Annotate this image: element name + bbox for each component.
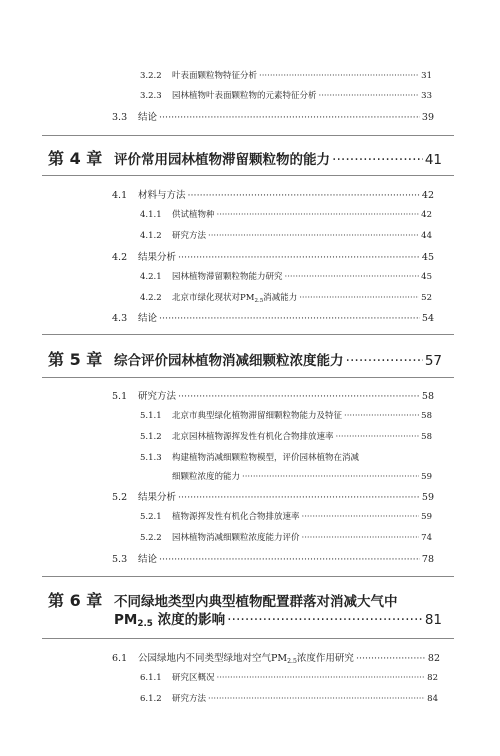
- entry-title: 结果分析: [138, 492, 177, 503]
- dot-leader: [299, 293, 419, 303]
- entry-page: 58: [421, 411, 432, 421]
- entry-number: 4.1.1: [140, 210, 162, 220]
- chapter-page: 41: [424, 152, 442, 168]
- entry-title: 研究方法: [138, 391, 177, 402]
- entry-page: 44: [421, 231, 432, 241]
- entry-page: 59: [421, 512, 432, 522]
- entry-page: 82: [427, 673, 438, 683]
- entry-page: 52: [421, 293, 432, 303]
- toc-chapter-5[interactable]: [48, 347, 442, 370]
- dot-leader: [208, 231, 419, 241]
- entry-title: 园林植物滞留颗粒物能力研究: [172, 272, 283, 282]
- chapter-title: 评价常用园林植物滞留颗粒物的能力: [114, 152, 330, 168]
- entry-number: 4.2: [112, 252, 128, 263]
- toc-entry-5-2-2[interactable]: [140, 531, 432, 543]
- toc-entry-5-1-1[interactable]: [140, 409, 432, 421]
- toc-entry-6-1[interactable]: [112, 650, 440, 665]
- entry-title: 北京市典型绿化植物滞留细颗粒物能力及特征: [172, 411, 343, 421]
- entry-number: 4.2.1: [140, 272, 162, 282]
- dot-leader: [285, 272, 420, 282]
- entry-number: 4.1: [112, 190, 128, 201]
- toc-entry-5-1-3-line1[interactable]: [140, 451, 359, 463]
- chapter-divider: [42, 135, 454, 136]
- entry-page: 45: [421, 272, 432, 282]
- entry-title: 材料与方法: [138, 190, 186, 201]
- entry-page: 58: [421, 432, 432, 442]
- entry-page: 84: [427, 694, 438, 704]
- entry-title: 北京园林植物源挥发性有机化合物排放速率: [172, 432, 334, 442]
- chapter-divider: [42, 334, 454, 335]
- entry-title-line2: 细颗粒浓度的能力: [172, 472, 241, 482]
- title-text: 公园绿地内不同类型绿地对空气PM: [138, 653, 288, 664]
- entry-title-line1: 构建植物消减细颗粒物模型，评价园林植物在消减: [172, 453, 360, 463]
- entry-number: 5.3: [112, 554, 128, 565]
- entry-title: 结论: [138, 112, 158, 123]
- chapter-title-line1: 不同绿地类型内典型植物配置群落对消减大气中: [114, 594, 398, 610]
- dot-leader: [344, 411, 419, 421]
- dot-leader: [178, 391, 420, 402]
- toc-entry-5-1-3-line2[interactable]: [172, 470, 432, 482]
- subscript: 2.5: [254, 298, 264, 304]
- entry-page: 54: [421, 313, 434, 324]
- entry-number: 5.1.1: [140, 411, 162, 421]
- entry-page: 33: [421, 91, 432, 101]
- toc-entry-5-1-2[interactable]: [140, 430, 432, 442]
- entry-title: 研究区概况: [172, 673, 215, 683]
- entry-number: 3.2.3: [140, 91, 162, 101]
- toc-entry-3-2-3[interactable]: [140, 89, 432, 101]
- toc-entry-5-2[interactable]: [112, 489, 434, 503]
- toc-entry-4-1[interactable]: [112, 187, 434, 201]
- chapter-divider: [42, 175, 454, 176]
- dot-leader: [332, 152, 423, 168]
- title-text: 浓度作用研究: [296, 653, 354, 664]
- toc-entry-6-1-1[interactable]: [140, 671, 438, 683]
- toc-entry-5-3[interactable]: [112, 551, 434, 565]
- toc-entry-5-1[interactable]: [112, 388, 434, 402]
- toc-entry-4-1-1[interactable]: [140, 208, 432, 220]
- entry-number: 4.2.2: [140, 293, 162, 303]
- entry-page: 31: [421, 71, 432, 81]
- entry-title: [138, 650, 354, 665]
- dot-leader: [159, 554, 420, 565]
- toc-entry-6-1-2[interactable]: [140, 692, 438, 704]
- dot-leader: [178, 252, 420, 263]
- entry-page: 42: [421, 190, 434, 201]
- entry-page: 74: [421, 533, 432, 543]
- toc-entry-3-3[interactable]: [112, 109, 434, 123]
- subscript: 2.5: [137, 619, 153, 629]
- entry-number: 6.1.1: [140, 673, 162, 683]
- dot-leader: [302, 533, 420, 543]
- dot-leader: [319, 91, 420, 101]
- entry-number: 4.3: [112, 313, 128, 324]
- entry-title: [172, 291, 297, 304]
- entry-number: 5.1: [112, 391, 128, 402]
- entry-number: 4.1.2: [140, 231, 162, 241]
- toc-entry-3-2-2[interactable]: [140, 69, 432, 81]
- chapter-number: 第 6 章: [48, 591, 103, 610]
- entry-page: 59: [421, 492, 434, 503]
- toc-chapter-4[interactable]: [48, 146, 442, 169]
- chapter-divider: [42, 576, 454, 577]
- toc-entry-4-2[interactable]: [112, 249, 434, 263]
- chapter-divider: [42, 377, 454, 378]
- entry-page: 45: [421, 252, 434, 263]
- entry-page: 78: [421, 554, 434, 565]
- chapter-title: 综合评价园林植物消减细颗粒浓度能力: [114, 353, 344, 369]
- toc-entry-4-2-2[interactable]: [140, 291, 432, 304]
- title-text: 浓度的影响: [152, 612, 226, 628]
- entry-title: 植物源挥发性有机化合物排放速率: [172, 512, 300, 522]
- dot-leader: [208, 694, 425, 704]
- entry-title: 研究方法: [172, 694, 207, 704]
- chapter-divider: [42, 638, 454, 639]
- title-text: PM: [114, 612, 138, 628]
- entry-number: 3.3: [112, 112, 128, 123]
- entry-number: 5.1.2: [140, 432, 162, 442]
- chapter-page: 57: [424, 353, 442, 369]
- entry-number: 5.2.2: [140, 533, 162, 543]
- dot-leader: [159, 112, 420, 123]
- dot-leader: [242, 472, 419, 482]
- title-text: 消减能力: [263, 293, 298, 303]
- entry-title: 研究方法: [172, 231, 207, 241]
- dot-leader: [178, 492, 420, 503]
- dot-leader: [217, 210, 420, 220]
- entry-number: 5.2: [112, 492, 128, 503]
- entry-title: 结果分析: [138, 252, 177, 263]
- entry-title: 结论: [138, 313, 158, 324]
- dot-leader: [217, 673, 426, 683]
- toc-entry-4-2-1[interactable]: [140, 270, 432, 282]
- dot-leader: [188, 190, 420, 201]
- entry-number: 5.2.1: [140, 512, 162, 522]
- dot-leader: [159, 313, 420, 324]
- entry-title: 供试植物种: [172, 210, 215, 220]
- dot-leader: [302, 512, 420, 522]
- entry-number: 3.2.2: [140, 71, 162, 81]
- chapter-number: 第 5 章: [48, 350, 103, 369]
- toc-chapter-6-line2[interactable]: [114, 608, 442, 629]
- entry-title: 叶表面颗粒物特征分析: [172, 71, 258, 81]
- entry-number: 6.1.2: [140, 694, 162, 704]
- toc-entry-4-1-2[interactable]: [140, 229, 432, 241]
- dot-leader: [356, 653, 426, 664]
- toc-entry-4-3[interactable]: [112, 310, 434, 324]
- subscript: 2.5: [287, 658, 297, 665]
- entry-page: 42: [421, 210, 432, 220]
- entry-number: 6.1: [112, 653, 128, 664]
- toc-entry-5-2-1[interactable]: [140, 510, 432, 522]
- entry-page: 59: [421, 472, 432, 482]
- entry-title: 结论: [138, 554, 158, 565]
- dot-leader: [336, 432, 420, 442]
- entry-page: 82: [427, 653, 440, 664]
- dot-leader: [346, 353, 423, 369]
- entry-page: 58: [421, 391, 434, 402]
- entry-title: 园林植物消减细颗粒浓度能力评价: [172, 533, 300, 543]
- dot-leader: [227, 612, 423, 628]
- entry-number: 5.1.3: [140, 453, 162, 463]
- chapter-title-line2: [114, 608, 225, 629]
- chapter-page: 81: [424, 612, 442, 628]
- chapter-number: 第 4 章: [48, 149, 103, 168]
- entry-page: 39: [421, 112, 434, 123]
- dot-leader: [259, 71, 419, 81]
- entry-title: 园林植物叶表面颗粒物的元素特征分析: [172, 91, 317, 101]
- title-text: 北京市绿化现状对PM: [172, 293, 255, 303]
